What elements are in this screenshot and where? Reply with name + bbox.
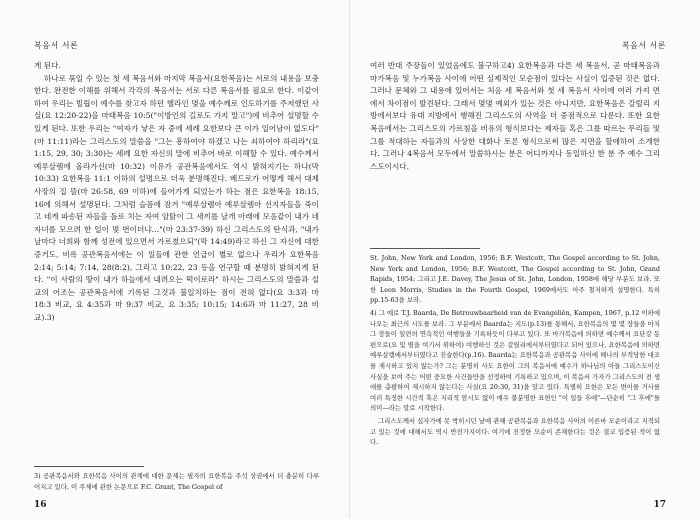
- paragraph: 게 된다.: [34, 61, 61, 70]
- running-head: 복음서 서론: [621, 41, 666, 50]
- page-number: 16: [34, 500, 47, 510]
- paragraph: 하나로 묶일 수 있는 첫 세 복음서와 마지막 복음서(요한복음)는 서로의 내용을 보충한다. 완전한 이해를 위해서 각각의 복음서는 서로 다른 복음서를 필요로 한다. 이같이 하여 우리는 빌립이 예수를 찾고자 하던 헬라인 몇을 예수께로 인도하기를 주저했던 사실(요 12:20-22)을 마태복음 10:5("이방인의 길로도 가지 말고")에 비추어 설명할 수 있게 된다. 또한 우리는 "여자가 낳은 자 중에 세례 요한보다 큰 이가 일어남이 없도다"(마 11:11)라는 그리스도의 말씀을 "그는 흥하여야 하겠고 나는 쇠하여야 하리라"(요 1:15, 29, 30; 3:30)는 세례 요한 자신의 말에 비추어 바로 이해할 수 있다. 예수께서 예루살렘에 올라가신(마 10:32) 이유가 공관복음에서도 역시 밝혀지기는 하나(막 10:33) 요한복음 11:1 이하의 설명으로 더욱 분명해진다. 베드로가 어떻게 해서 대제사장의 집 뜰(마 26:58, 69 이하)에 들어가게 되었는가 하는 점은 요한복음 18:15, 16에 의해서 설명된다. 그처럼 슬픔에 잠겨 "예루살렘아 예루살렘아 선지자들을 죽이고 네게 파송된 자들을 돌로 치는 자여 암탉이 그 새끼를 날개 아래에 모음같이 내가 네 자녀를 모으려 한 일이 몇 번이더냐…"(마 23:37-39) 하신 그리스도의 탄식과, "내가 날마다 너희와 함께 성전에 있으면서 가르쳤으되"(막 14:49)라고 하신 그 자신에 대한 증거도, 비록 공관복음서에는 이 일들에 관한 언급이 별로 없으나 우리가 요한복음 2:14; 5:14; 7:14, 28(8:2), 그리고 10:22, 23 등을 연구할 때 분명히 밝혀지게 된다. "이 사람의 땅이 내가 하늘에서 내려오는 떡이로라" 하시는 그리스도의 말씀과 설교의 어조는 공관복음서에 기록된 그것과 불일치하는 점이 전혀 없다(요 3:3과 마 18:3 비교, 요 4:35과 마 9:37 비교, 요 3:35; 10:15; 14:6과 마 11:27, 28 비교).3): [34, 73, 319, 322]
- footnote: 4) 그 예로 T.J. Baarda, De Betrouwbaarheid van de Evangeliën, Kampen, 1967, p.12 이하에 나오는 최근의 시도를 보라. 그 부분에서 Baarda는 지도(p.13)를 통해서, 요한복음의 몇 몇 장들을 마치 그 장들이 일련의 연속적인 여행들을 기록하듯이 다루고 있다. 또 마가복음에 의하면 예수께서 요단강 동편으로(요 및 별을 여기서 위하여) 여행하신 것은 갈릴리에서부터였다고 되어 있으나, 요한복음에 의하면 예루살렘에서부터였다고 진술한다(p.16). Baarda는 요한복음과 공관복음 사이에 해나의 부적당한 대조를 제시하고 있지 않는가? 그는 분명히 사도 요한이 그의 복음서에 예수가 하나님의 아들 그리스도이신 사실을 보여 주는 어떤 중요한 사건들만을 선정하여 기록하고 있으며, 이 복음서 가자가 그리스도의 전 생애를 총괄하여 제시하지 않는다는 사실(요 20:30, 31)을 알고 있다. 특별히 요한은 모든 변이를 거사를 여러 특정한 시간적 혹은 지리적 암시도 없이 매우 불분명한 표현인 "이 일들 후에"—단순히 "그 후에"를 의미—라는 말로 시작한다.: [370, 308, 660, 413]
- footnote-continuation: 그리스도께서 십자가에 못 박히시던 날에 관해 공관복음과 요한복음 사이의 이른바 모순이라고 지적되고 있는 것에 대해서도 역시 반전가지이다. 여기에 진정한 모순이 존재한다는 것은 결코 입증된 적이 없다.: [370, 416, 660, 447]
- paragraph: 여러 반대 주장들이 있었음에도 불구하고4) 요한복음과 다른 세 복음서, 곧 마태복음과 마가복음 및 누가복음 사이에 어떤 실제적인 모순점이 있다는 사실이 입증된 것은 없다. 그러나 문체와 그 내용에 있어서는 처음 세 복음서와 첫 세 복음서 사이에 여러 가지 면에서 차이점이 발견된다. 그래서 몇몇 예외가 있는 것은 아니지만, 요한복음은 갈릴리 지방에서보다 유대 지방에서 행해진 그리스도의 사역을 더 중점적으로 다룬다. 또한 요한복음에서는 그리스도의 가르침을 비유의 형식보다는 제자들 혹은 그를 따르는 무리들 및 그를 적대하는 자들과의 사상한 대화나 토론 형식으로써 많은 지면을 할애하여 소개한다. 그러나 4복음서 모두에서 말씀하시는 분은 어디까지나 동일하신 한 분 주 예수 그리스도이시다.: [370, 61, 660, 171]
- right-page: [350, 0, 700, 519]
- footnote: St. John, New York and London, 1956; B.F. Westcott, The Gospel according to St. John, New York and London, 1956; B.F. Westcott, The Gospel according to St. John, Grand Rapids, 1954; 그리고 J.E. Davey, The Jesus of St. John, London, 1958에 해당 부분도 보라. 또한 Leon Morris, Studies in the Fourth Gospel, 1969에서도 아주 철저하게 설명한다. 특히 pp.15-63을 보라.: [370, 254, 660, 305]
- body-text: [370, 60, 660, 173]
- body-text: [34, 60, 319, 324]
- running-head: 복음서 서론: [34, 41, 79, 50]
- footnote-rule: [34, 466, 144, 467]
- footnotes: [34, 471, 319, 494]
- page-number: 17: [653, 500, 666, 510]
- footnote-rule: [370, 248, 480, 249]
- footnotes: [370, 253, 660, 448]
- footnote: 3) 공관복음서와 요한복음 사이의 관계에 대한 문제는 필자의 요한복음 주석 상권에서 더 충분히 다루어지고 있다. 이 주제에 관한 논문으로 F.C. Grant, The Gospel of: [34, 472, 319, 491]
